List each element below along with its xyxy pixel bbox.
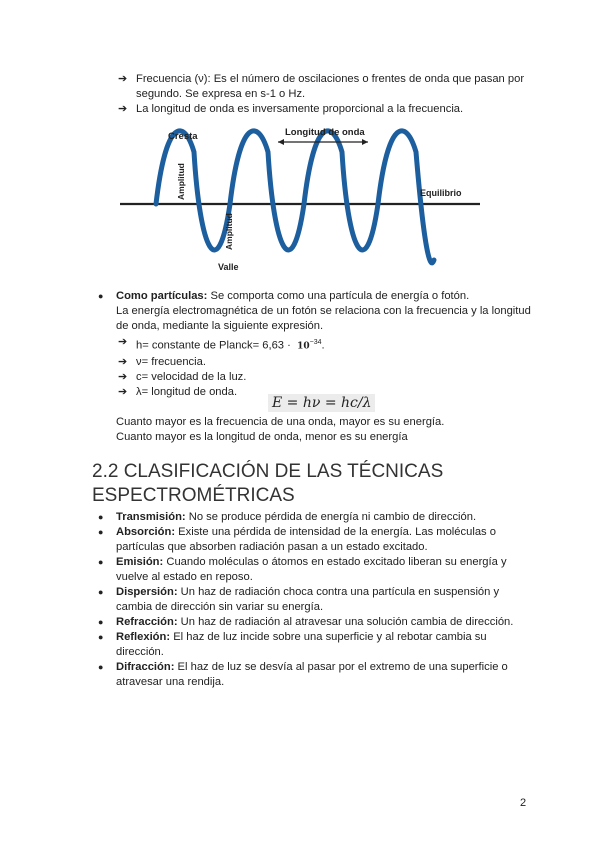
list-item — [98, 525, 528, 555]
conclusion-wavelength: Cuanto mayor es la longitud de onda, menor es su energía — [116, 431, 408, 443]
arrow-icon: ➔ — [118, 103, 128, 115]
light-speed-variable: c= velocidad de la luz. — [136, 370, 247, 383]
planck-text: h= constante de Planck= 6,63 · — [136, 339, 291, 352]
arrow-icon: ➔ — [118, 370, 128, 383]
list-item — [98, 615, 528, 630]
technique-description: El haz de luz se desvía al pasar por el extremo de una superficie o atravesar una rendija. — [116, 661, 508, 688]
bullet-icon: ● — [98, 617, 104, 627]
particles-text: Se comporta como una partícula de energía o fotón. — [207, 290, 470, 302]
amplitude-top-label: Amplitud — [176, 163, 186, 200]
wave-curve — [156, 131, 434, 263]
bullet-icon: ● — [98, 512, 104, 522]
arrowhead-right-icon — [362, 139, 368, 145]
technique-term: Emisión: — [116, 556, 164, 568]
amplitude-bottom-label: Amplitud — [224, 213, 234, 250]
wave-diagram — [118, 122, 488, 282]
conclusion-frequency: Cuanto mayor es la frecuencia de una onda, mayor es su energía. — [116, 416, 445, 428]
technique-term: Dispersión: — [116, 586, 178, 598]
frequency-notes — [118, 72, 538, 117]
arrow-icon: ➔ — [118, 355, 128, 368]
bullet-icon: ● — [98, 632, 104, 642]
list-item — [98, 585, 528, 615]
list-item — [98, 555, 528, 585]
arrow-icon: ➔ — [118, 385, 128, 398]
technique-term: Absorción: — [116, 526, 176, 538]
list-item — [118, 335, 538, 355]
technique-description: Un haz de radiación choca contra una partícula en suspensión y cambia de dirección sin variar su energía. — [116, 586, 500, 613]
arrowhead-left-icon — [278, 139, 284, 145]
list-item — [118, 370, 538, 385]
bullet-icon: ● — [98, 662, 104, 672]
photon-paragraph: La energía electromagnética de un fotón se relaciona con la frecuencia y la longitud de onda, mediante la siguiente expresión. — [116, 305, 531, 332]
frequency-variable: ν= frecuencia. — [136, 355, 206, 368]
section-heading: 2.2 CLASIFICACIÓN DE LAS TÉCNICAS ESPECTROMÉTRICAS — [92, 461, 444, 506]
bullet-icon: ● — [98, 527, 104, 537]
techniques-list — [98, 510, 528, 690]
list-item — [118, 355, 538, 370]
list-item — [98, 289, 528, 304]
technique-description: Existe una pérdida de intensidad de la energía. Las moléculas o partículas que absorben radiación pasan a un estado excitado. — [116, 526, 496, 553]
wave-figure — [118, 122, 488, 282]
bullet-icon: ● — [98, 291, 104, 301]
list-item — [118, 102, 538, 117]
technique-description: No se produce pérdida de energía ni cambio de dirección. — [185, 511, 477, 523]
list-item — [98, 510, 528, 525]
technique-description: El haz de luz incide sobre una superficie y al rebotar cambia su dirección. — [116, 631, 487, 658]
planck-period: . — [321, 339, 325, 352]
technique-term: Transmisión: — [116, 511, 186, 523]
particles-section — [98, 289, 528, 304]
wavelength-relation: La longitud de onda es inversamente proporcional a la frecuencia. — [136, 103, 464, 115]
wavelength-variable: λ= longitud de onda. — [136, 385, 238, 398]
planck-exponent: −34 — [309, 339, 322, 346]
wavelength-label: Longitud de onda — [285, 127, 365, 138]
bullet-icon: ● — [98, 587, 104, 597]
technique-description: Cuando moléculas o átomos en estado excitado liberan su energía y vuelve al estado en reposo. — [116, 556, 507, 583]
crest-label: Cresta — [168, 131, 198, 142]
list-item — [98, 630, 528, 660]
bullet-icon: ● — [98, 557, 104, 567]
variable-definitions — [118, 335, 538, 400]
frequency-definition: Frecuencia (ν): Es el número de oscilaciones o frentes de onda que pasan por segundo. Se expresa en s-1 o Hz. — [136, 73, 525, 100]
energy-formula: E = hν = hc/λ — [268, 394, 375, 412]
list-item — [118, 72, 538, 102]
technique-term: Reflexión: — [116, 631, 171, 643]
arrow-icon: ➔ — [118, 336, 128, 348]
technique-term: Refracción: — [116, 616, 178, 628]
technique-description: Un haz de radiación al atravesar una solución cambia de dirección. — [177, 616, 514, 628]
equilibrium-label: Equilibrio — [420, 188, 462, 198]
page-number: 2 — [520, 797, 527, 809]
technique-term: Difracción: — [116, 661, 175, 673]
particles-label: Como partículas: — [116, 290, 208, 302]
arrow-icon: ➔ — [118, 73, 128, 85]
list-item — [98, 660, 528, 690]
valley-label: Valle — [218, 262, 239, 272]
planck-base: 10 — [297, 341, 310, 352]
